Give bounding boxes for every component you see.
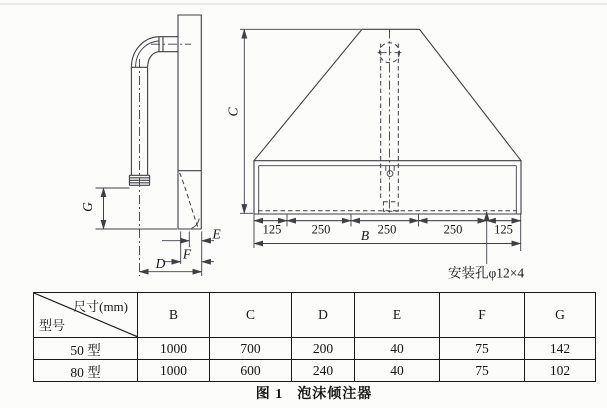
chain-label-5: 125 — [494, 222, 513, 237]
value-cell: 75 — [440, 360, 525, 382]
chain-label-2: 250 — [311, 222, 331, 237]
value-cell: 700 — [210, 338, 292, 360]
dim-label-c: C — [225, 107, 241, 117]
value-cell: 1000 — [138, 360, 210, 382]
value-cell: 240 — [292, 360, 355, 382]
corner-label-model: 型号 — [39, 318, 66, 333]
caption-title: 泡沫倾注器 — [297, 387, 373, 402]
value-cell: 600 — [210, 360, 292, 382]
col-header-e: E — [355, 293, 440, 338]
dimension-table-wrap — [33, 292, 595, 382]
col-header-b: B — [138, 293, 210, 338]
value-cell: 200 — [292, 338, 355, 360]
table-row-50 — [34, 338, 596, 360]
side-view-drawing — [129, 15, 201, 276]
dimension-c — [226, 29, 362, 213]
value-cell: 40 — [355, 360, 440, 382]
dim-label-d: D — [155, 256, 166, 271]
dim-label-g: G — [80, 202, 95, 212]
col-header-c: C — [210, 293, 292, 338]
dimension-chain — [254, 214, 521, 251]
model-cell: 50 型 — [34, 338, 138, 360]
corner-label-size: 尺寸(mm) — [73, 299, 128, 314]
col-header-d: D — [292, 293, 355, 338]
model-cell: 80 型 — [34, 360, 138, 382]
chain-label-3: 250 — [377, 222, 397, 237]
col-header-g: G — [525, 293, 596, 338]
front-view-drawing — [254, 29, 521, 214]
value-cell: 40 — [355, 338, 440, 360]
dimension-g — [80, 188, 177, 229]
caption-number: 图 1 — [255, 387, 284, 402]
chain-label-1: 125 — [262, 222, 282, 237]
dimension-efd — [140, 227, 222, 277]
dimension-table — [33, 292, 596, 382]
value-cell: 142 — [525, 338, 596, 360]
value-cell: 75 — [440, 338, 525, 360]
col-header-f: F — [440, 293, 525, 338]
chain-label-4: 250 — [443, 222, 463, 237]
value-cell: 1000 — [138, 338, 210, 360]
value-cell: 102 — [525, 360, 596, 382]
mounting-note: 安装孔φ12×4 — [448, 265, 525, 281]
table-row-80 — [34, 360, 596, 382]
dim-label-b: B — [360, 228, 370, 243]
dim-label-e: E — [212, 226, 221, 242]
dim-label-f: F — [182, 246, 192, 262]
table-corner-cell — [34, 293, 138, 338]
figure-caption — [33, 383, 595, 403]
